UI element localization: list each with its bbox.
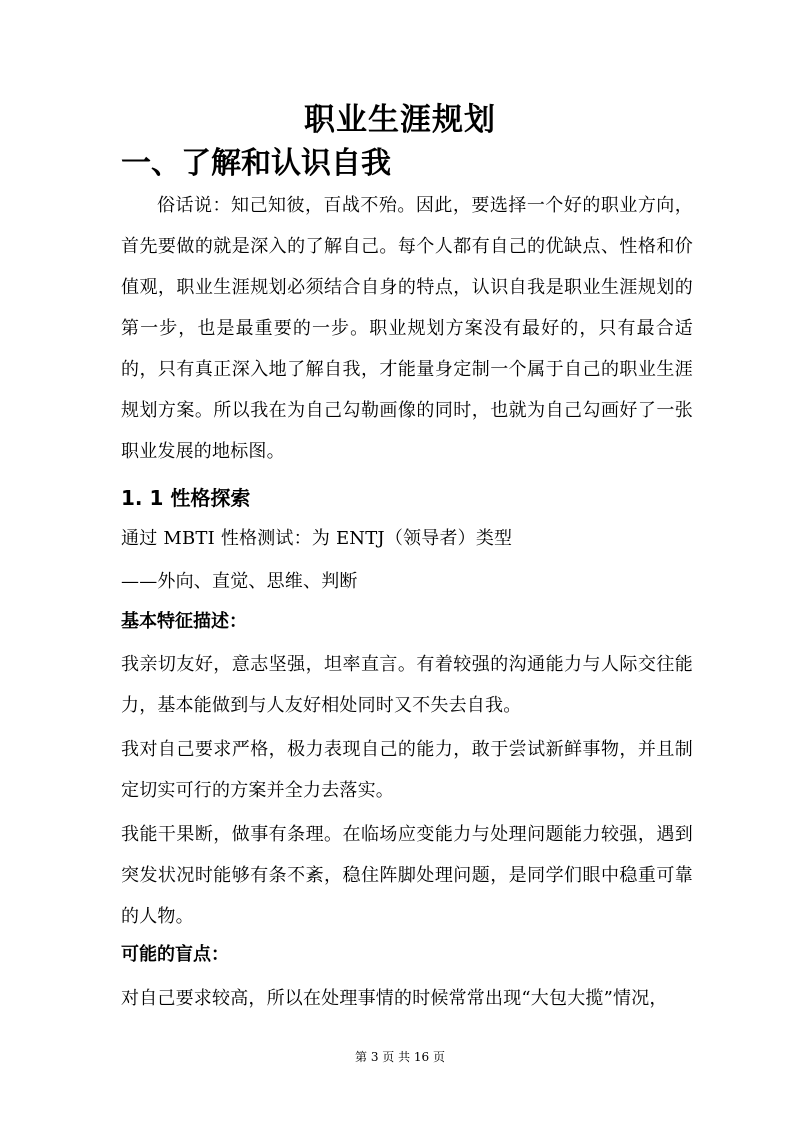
feature-paragraph: 我亲切友好，意志坚强，坦率直言。有着较强的沟通能力与人际交往能力，基本能做到与人友好相处同时又不失去自我。: [121, 654, 693, 716]
mbti-traits-line: ——外向、直觉、思维、判断: [121, 571, 358, 592]
subsection-heading-personality: 1. 1 性格探索: [121, 486, 251, 510]
blindspots-paragraph: 对自己要求较高，所以在处理事情的时候常常出现“大包大揽”情况，: [121, 988, 668, 1009]
feature-paragraph: 我对自己要求严格，极力表现自己的能力，敢于尝试新鲜事物，并且制定切实可行的方案并全力去落实。: [121, 739, 693, 801]
document-title: 职业生涯规划: [304, 102, 496, 138]
intro-paragraph: 俗话说：知己知彼，百战不殆。因此，要选择一个好的职业方向，首先要做的就是深入的了解自己。每个人都有自己的优缺点、性格和价值观，职业生涯规划必须结合自身的特点，认识自我是职业生涯规划的第一步，也是最重要的一步。职业规划方案没有最好的，只有最合适的，只有真正深入地了解自我，才能量身定制一个属于自己的职业生涯规划方案。所以我在为自己勾勒画像的同时，也就为自己勾画好了一张职业发展的地标图。: [121, 195, 693, 462]
blindspots-heading: 可能的盲点：: [121, 944, 229, 965]
section-heading-self-knowledge: 一、了解和认识自我: [121, 146, 391, 181]
mbti-result-line: 通过 MBTI 性格测试：为 ENTJ（领导者）类型: [121, 528, 513, 549]
page-footer: 第 3 页 共 16 页: [355, 1050, 445, 1064]
feature-paragraph: 我能干果断，做事有条理。在临场应变能力与处理问题能力较强，遇到突发状况时能够有条不紊，稳住阵脚处理问题，是同学们眼中稳重可靠的人物。: [121, 824, 693, 927]
features-heading: 基本特征描述：: [121, 611, 247, 632]
